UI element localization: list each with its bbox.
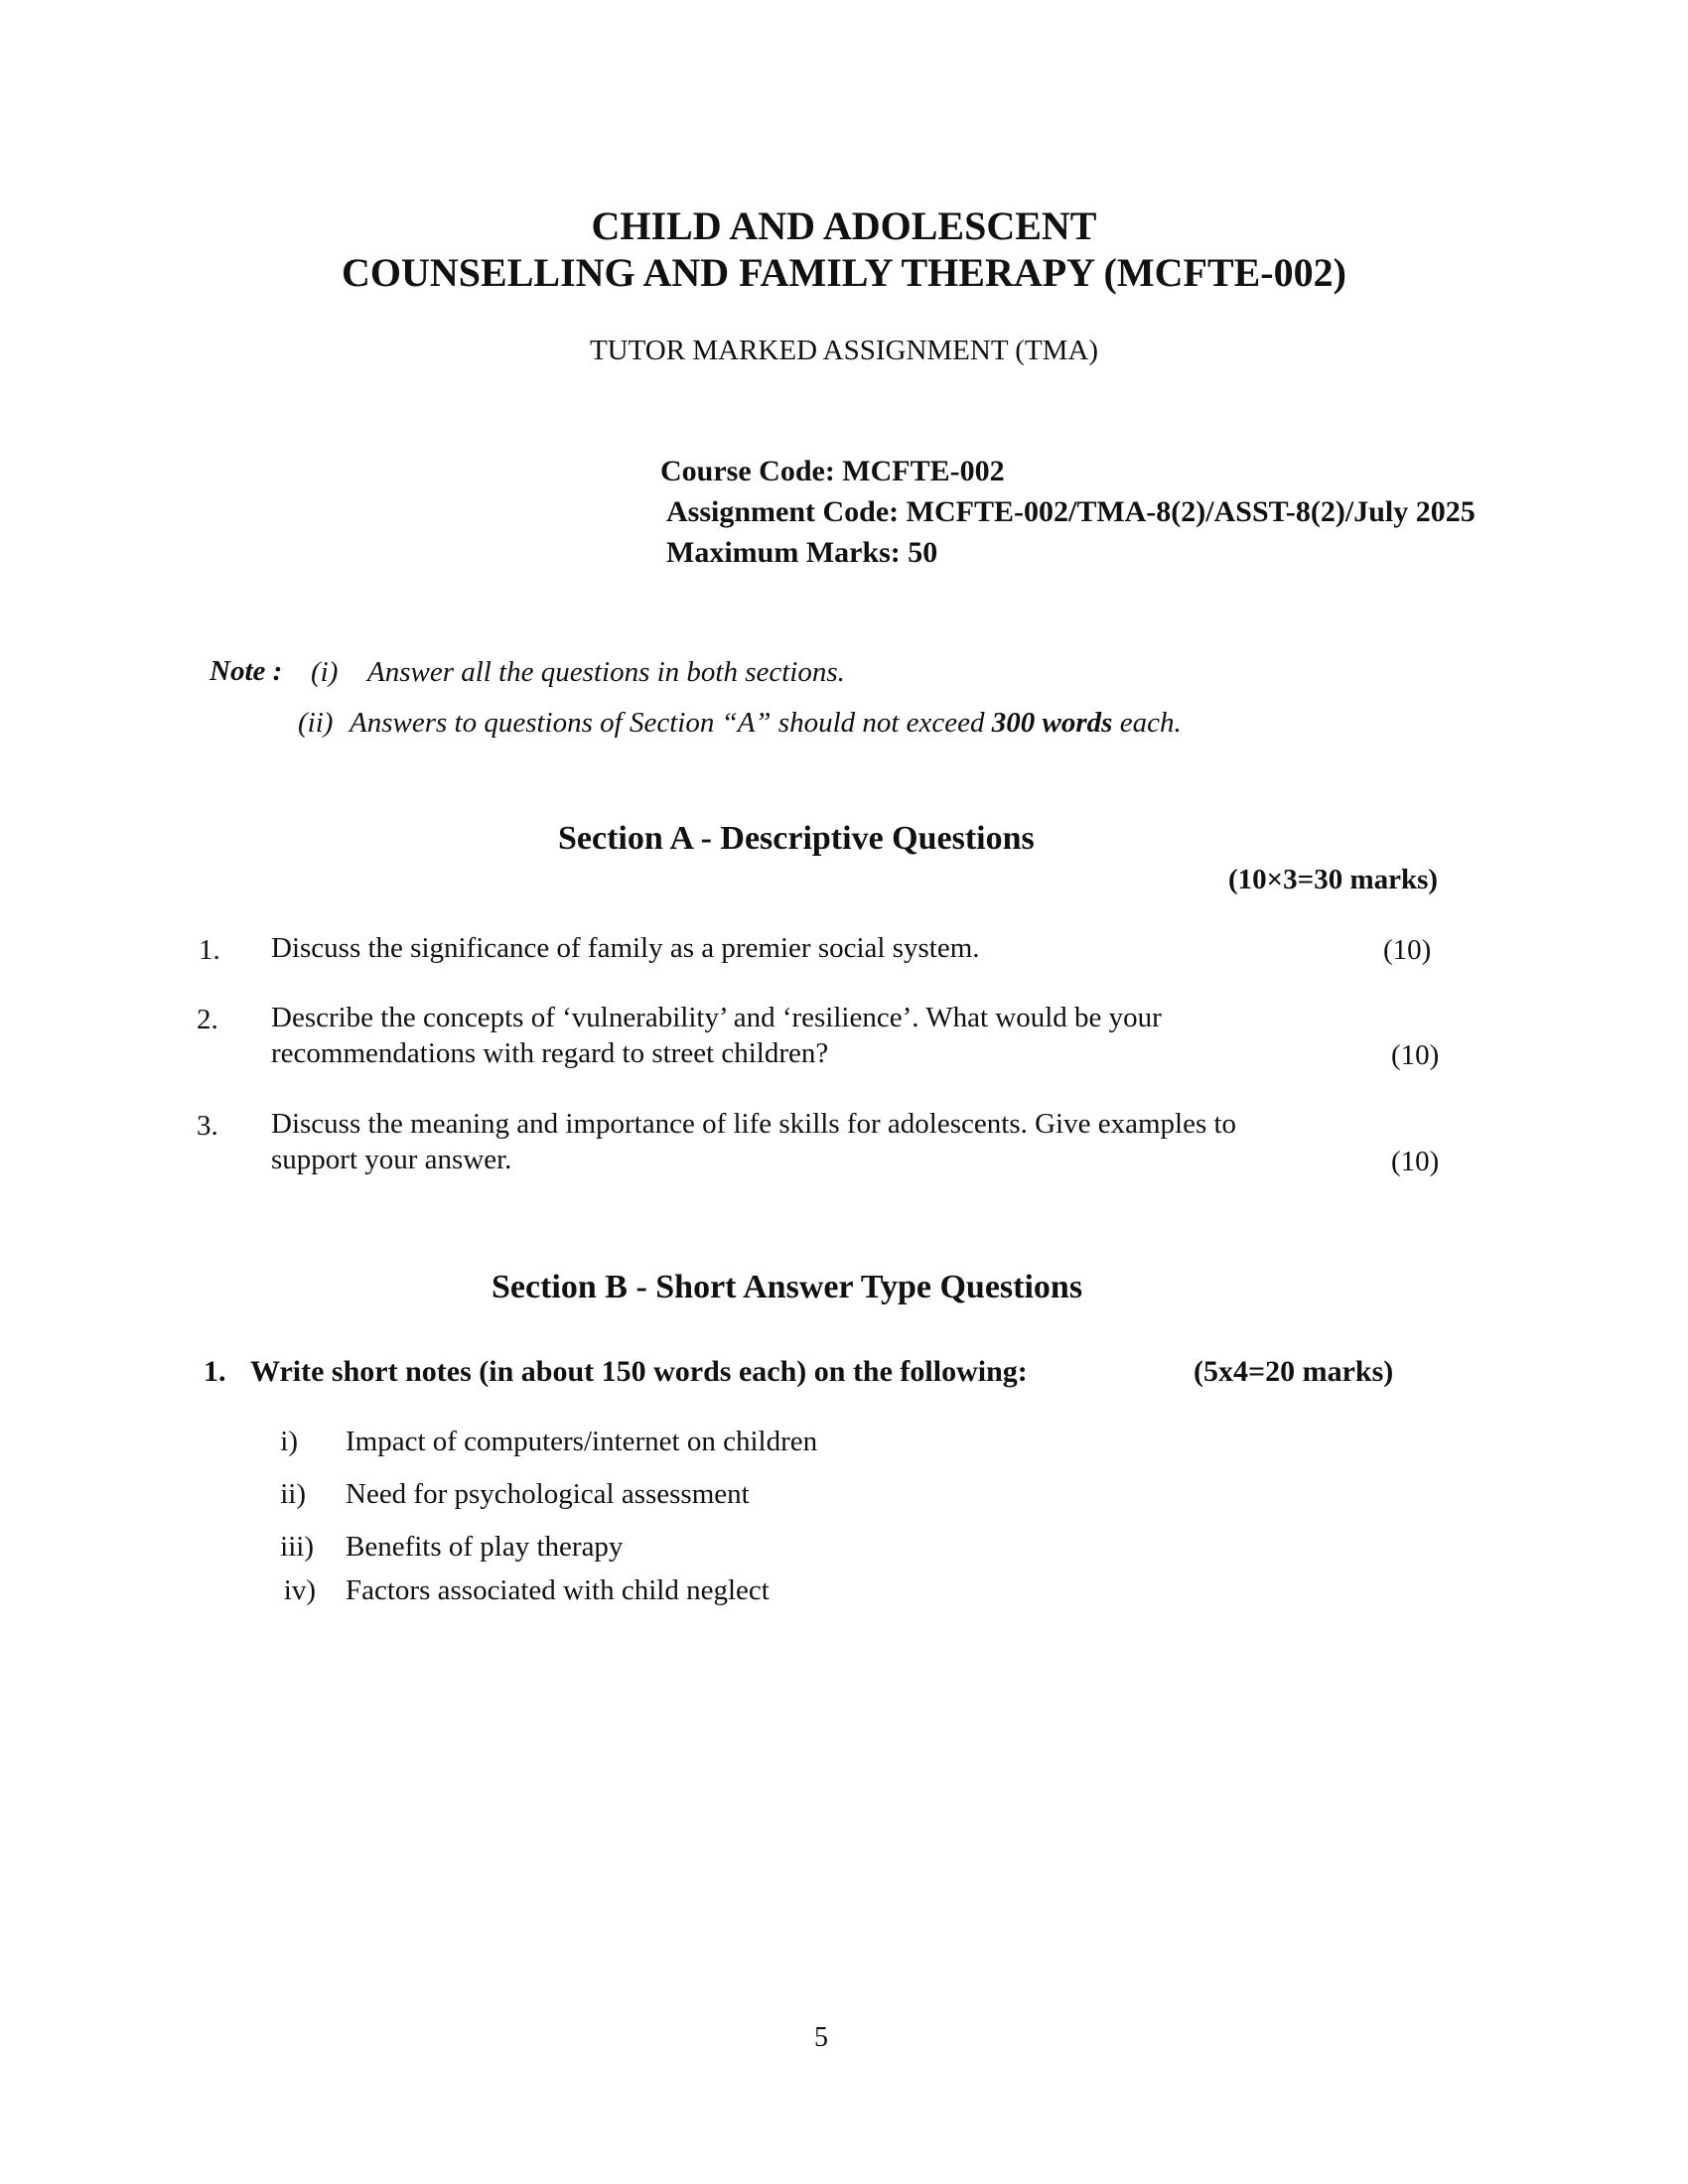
sub-item-text: Impact of computers/internet on children (346, 1426, 818, 1457)
note-item-2-bold: 300 words (991, 707, 1113, 739)
section-b-title: Section B - Short Answer Type Questions (492, 1269, 1083, 1305)
subtitle: TUTOR MARKED ASSIGNMENT (TMA) (589, 335, 1099, 366)
question-3-marks: (10) (1391, 1146, 1440, 1177)
section-a-title: Section A - Descriptive Questions (558, 820, 1035, 857)
sub-item-number: ii) (280, 1478, 306, 1510)
sub-item-number: i) (280, 1426, 298, 1457)
title-line-1: CHILD AND ADOLESCENT (591, 204, 1097, 248)
note-item-1-text: Answer all the questions in both sections. (367, 656, 845, 688)
note-item-2-number: (ii) (298, 707, 334, 739)
question-2-number: 2. (197, 1004, 218, 1035)
question-1-marks: (10) (1383, 934, 1432, 966)
sub-item-number: iii) (280, 1531, 314, 1563)
course-code: Course Code: MCFTE-002 (660, 455, 1005, 487)
title-line-2: COUNSELLING AND FAMILY THERAPY (MCFTE-002) (342, 250, 1346, 295)
note-item-1-number: (i) (311, 656, 339, 688)
question-3-number: 3. (197, 1110, 218, 1142)
section-b-question-text: Write short notes (in about 150 words each) on the following: (250, 1355, 1028, 1388)
question-1-line-1: Discuss the significance of family as a premier social system. (271, 932, 980, 964)
sub-item-text: Benefits of play therapy (346, 1531, 624, 1563)
question-1-number: 1. (199, 934, 220, 966)
question-2-line-2: recommendations with regard to street children? (271, 1037, 829, 1069)
page-number: 5 (814, 2022, 828, 2053)
question-2-marks: (10) (1391, 1039, 1440, 1071)
sub-item-number: iv) (283, 1574, 316, 1606)
note-item-2-text-b: each. (1112, 707, 1182, 739)
question-3-line-1: Discuss the meaning and importance of life skills for adolescents. Give examples to (271, 1108, 1237, 1140)
note-label: Note : (210, 655, 283, 687)
maximum-marks: Maximum Marks: 50 (666, 536, 938, 569)
question-3-line-2: support your answer. (271, 1144, 512, 1175)
sub-item-text: Factors associated with child neglect (346, 1574, 770, 1606)
section-a-marks: (10×3=30 marks) (1228, 864, 1439, 895)
question-2-line-1: Describe the concepts of ‘vulnerability’ and ‘resilience’. What would be your (271, 1002, 1162, 1033)
sub-item-text: Need for psychological assessment (346, 1478, 750, 1510)
section-b-question-marks: (5x4=20 marks) (1194, 1355, 1394, 1388)
section-b-question-number: 1. (204, 1355, 226, 1388)
assignment-code: Assignment Code: MCFTE-002/TMA-8(2)/ASST-8(2)/July 2025 (666, 495, 1476, 528)
note-item-2-text-a: Answers to questions of Section “A” should not exceed (350, 707, 992, 739)
note-item-2-text (350, 707, 1182, 740)
